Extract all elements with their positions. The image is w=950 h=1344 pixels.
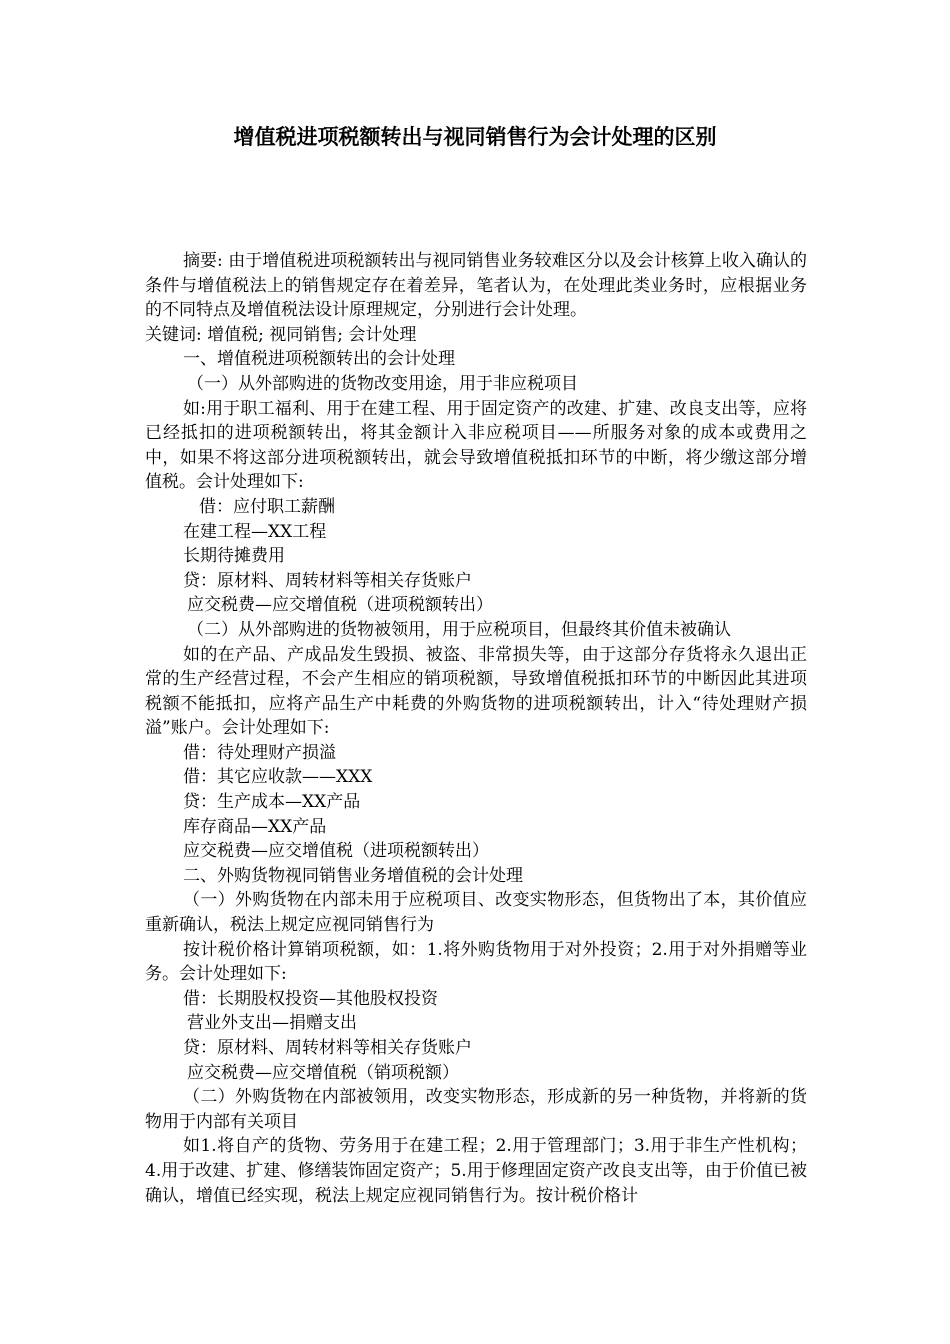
section-heading: 一、增值税进项税额转出的会计处理 [183, 349, 455, 370]
section-heading: 二、外购货物视同销售业务增值税的会计处理 [183, 865, 523, 886]
subsection-heading: （一）外购货物在内部未用于应税项目、改变实物形态，但货物出了本，其价值应重新确认，税法上规定应视同销售行为 [145, 890, 807, 936]
entry-line: 借：应付职工薪酬 [199, 496, 335, 517]
entry-line: 在建工程—XX工程 [183, 521, 327, 542]
entry-line: 应交税费—应交增值税（销项税额） [187, 1062, 459, 1083]
subsection-heading: （二）外购货物在内部被领用，改变实物形态，形成新的另一种货物，并将新的货物用于内部有关项目 [145, 1087, 807, 1132]
entry-line: 库存商品—XX产品 [183, 816, 327, 837]
document-body [145, 249, 807, 1208]
entry-line: 贷：原材料、周转材料等相关存货账户 [183, 1038, 472, 1058]
entry-line: 借：其它应收款——XXX [183, 767, 373, 788]
entry-line: 长期待摊费用 [183, 546, 285, 567]
entry-line: 应交税费—应交增值税（进项税额转出） [187, 595, 493, 616]
keywords-line: 关键词: 增值税; 视同销售; 会计处理 [145, 324, 417, 345]
entry-line: 借：待处理财产损溢 [183, 742, 336, 763]
entry-line: 营业外支出—捐赠支出 [187, 1013, 357, 1034]
entry-line: 贷：生产成本—XX产品 [183, 792, 361, 813]
entry-line: 应交税费—应交增值税（进项税额转出） [183, 841, 489, 862]
abstract-paragraph: 摘要: 由于增值税进项税额转出与视同销售业务较难区分以及会计核算上收入确认的条件与增值税法上的销售规定存在着差异，笔者认为，在处理此类业务时，应根据业务的不同特点及增值税法设计原理规定，分别进行会计处理。 [145, 251, 807, 321]
body-paragraph: 如1.将自产的货物、劳务用于在建工程；2.用于管理部门；3.用于非生产性机构；4.用于改建、扩建、修缮装饰固定资产；5.用于修理固定资产改良支出等，由于价值已被确认，增值已经实现，税法上规定应视同销售行为。按计税价格计 [145, 1136, 807, 1206]
document-title: 增值税进项税额转出与视同销售行为会计处理的区别 [233, 125, 717, 149]
entry-line: 借：长期股权投资—其他股权投资 [183, 988, 438, 1009]
subsection-heading: （一）从外部购进的货物改变用途，用于非应税项目 [187, 373, 578, 394]
body-paragraph: 如:用于职工福利、用于在建工程、用于固定资产的改建、扩建、改良支出等，应将已经抵扣的进项税额转出，将其金额计入非应税项目——所服务对象的成本或费用之中，如果不将这部分进项税额转出，就会导致增值税抵扣环节的中断，将少缴这部分增值税。会计处理如下: [145, 398, 807, 493]
body-paragraph: 按计税价格计算销项税额，如：1.将外购货物用于对外投资；2.用于对外捐赠等业务。会计处理如下: [145, 939, 807, 985]
subsection-heading: （二）从外部购进的货物被领用，用于应税项目，但最终其价值未被确认 [187, 619, 731, 640]
body-paragraph: 如的在产品、产成品发生毁损、被盗、非常损失等，由于这部分存货将永久退出正常的生产经营过程，不会产生相应的销项税额，导致增值税抵扣环节的中断因此其进项税额不能抵扣，应将产品生产中耗费的外购货物的进项税额转出，计入“待处理财产损溢”账户。会计处理如下: [145, 644, 807, 739]
entry-line: 贷：原材料、周转材料等相关存货账户 [183, 570, 472, 591]
